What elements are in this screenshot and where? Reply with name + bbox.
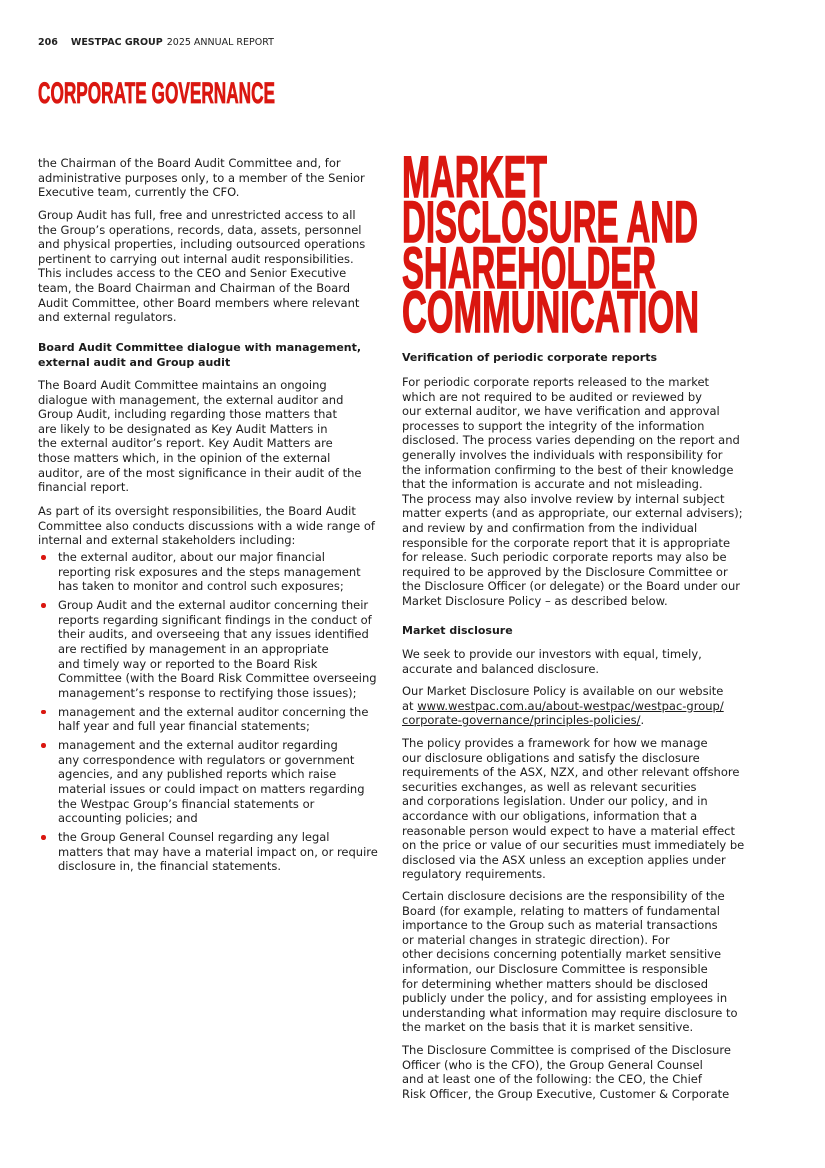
title-line-1: MARKET <box>402 145 547 210</box>
list-item-text: the Group General Counsel regarding any legal matters that may have a material impact on, or require disclosure in, the financial statements. <box>58 830 378 874</box>
bullet-dot-icon <box>41 835 46 840</box>
verification-paragraph: For periodic corporate reports released to the market which are not required to be audited or reviewed by our external auditor, we have verification and approval processes to support the integrity of the information disclosed. The process varies depending on the report and generally involves the individuals with responsibility for the information confirming to the best of their knowledge that the information is accurate and not misleading. The process may also involve review by internal subject matter experts (and as appropriate, our external advisers); and review by and confirmation from the individual responsible for the corporate report that it is appropriate for release. Such periodic corporate reports may also be required to be approved by the Disclosure Committee or the Disclosure Officer (or delegate) or the Board under our Market Disclosure Policy – as described below. <box>402 375 743 608</box>
bullet-dot-icon <box>41 555 46 560</box>
page-number: 206 <box>38 37 58 48</box>
bullet-dot-icon <box>41 603 46 608</box>
policy-framework-paragraph: The policy provides a framework for how we manage our disclosure obligations and satisfy the disclosure requirements of the ASX, NZX, and other relevant offshore securities exchanges, as well as relevant securities and corporations legislation. Under our policy, and in accordance with our obligations, information that a reasonable person would expect to have a material effect on the price or value of our securities must immediately be disclosed via the ASX unless an exception applies under regulatory requirements. <box>402 736 745 882</box>
policy-location-paragraph <box>402 684 724 728</box>
list-item <box>38 598 378 700</box>
disclosure-decisions-paragraph: Certain disclosure decisions are the responsibility of the Board (for example, relating to matters of fundamental importance to the Group such as material transactions or material changes in strategic direction). For other decisions concerning potentially market sensitive information, our Disclosure Committee is responsible for determining whether matters should be disclosed publicly under the policy, and for assisting employees in understanding what information may require disclosure to the market on the basis that it is market sensitive. <box>402 889 738 1035</box>
list-item <box>38 550 378 594</box>
disclosure-committee-paragraph: The Disclosure Committee is comprised of the Disclosure Officer (who is the CFO), the Group General Counsel and at least one of the following: the CEO, the Chief Risk Officer, the Group Executive, Customer & Corporate <box>402 1043 731 1101</box>
list-item <box>38 705 378 734</box>
intro-paragraph: the Chairman of the Board Audit Committee and, for administrative purposes only, to a member of the Senior Executive team, currently the CFO. <box>38 156 365 200</box>
organisation-name: WESTPAC GROUP <box>70 37 163 48</box>
oversight-paragraph: As part of its oversight responsibilities, the Board Audit Committee also conducts discussions with a wide range of internal and external stakeholders including: <box>38 504 375 548</box>
title-line-2: DISCLOSURE AND <box>402 190 698 255</box>
running-header <box>38 37 274 49</box>
bullet-dot-icon <box>41 710 46 715</box>
group-audit-access-paragraph: Group Audit has full, free and unrestricted access to all the Group’s operations, records, data, assets, personnel and physical properties, including outsourced operations pertinent to carrying out internal audit responsibilities. This includes access to the CEO and Senior Executive team, the Board Chairman and Chairman of the Board Audit Committee, other Board members where relevant and external regulators. <box>38 208 366 325</box>
disclosure-aim-paragraph: We seek to provide our investors with equal, timely, accurate and balanced disclosure. <box>402 647 702 676</box>
section-title <box>38 78 280 108</box>
list-item-text: the external auditor, about our major financial reporting risk exposures and the steps management has taken to monitor and control such exposures; <box>58 550 361 594</box>
stakeholder-list <box>38 550 378 878</box>
board-audit-dialogue-heading: Board Audit Committee dialogue with management, external audit and Group audit <box>38 341 362 369</box>
policy-link[interactable]: www.westpac.com.au/about-westpac/westpac-group/ corporate-governance/principles-policies/ <box>402 698 724 728</box>
list-item-text: Group Audit and the external auditor concerning their reports regarding significant findings in the conduct of their audits, and overseeing that any issues identified are rectified by management in an appropriate and timely way or reported to the Board Risk Committee (with the Board Risk Committee overseeing management’s response to rectifying those issues); <box>58 598 377 700</box>
verification-heading: Verification of periodic corporate reports <box>402 351 658 364</box>
list-item <box>38 830 378 874</box>
report-name: 2025 ANNUAL REPORT <box>166 37 274 48</box>
policy-location-text: Our Market Disclosure Policy is available on our website at <box>402 684 724 713</box>
title-line-4: COMMUNICATION <box>402 280 699 345</box>
title-line-3: SHAREHOLDER <box>402 236 656 301</box>
bullet-dot-icon <box>41 743 46 748</box>
board-audit-dialogue-paragraph: The Board Audit Committee maintains an ongoing dialogue with management, the external auditor and Group Audit, including regarding those matters that are likely to be designated as Key Audit Matters in the external auditor’s report. Key Audit Matters are those matters which, in the opinion of the external auditor, are of the most significance in their audit of the financial report. <box>38 378 362 495</box>
section-title-text: CORPORATE GOVERNANCE <box>38 77 275 110</box>
policy-location-end: . <box>640 713 645 728</box>
list-item-text: management and the external auditor concerning the half year and full year financial statements; <box>58 704 369 734</box>
market-disclosure-title <box>402 145 704 345</box>
list-item-text: management and the external auditor regarding any correspondence with regulators or government agencies, and any published reports which raise material issues or could impact on matters regarding the Westpac Group’s financial statements or accounting policies; and <box>58 738 365 826</box>
list-item <box>38 738 378 826</box>
market-disclosure-heading: Market disclosure <box>402 624 513 637</box>
